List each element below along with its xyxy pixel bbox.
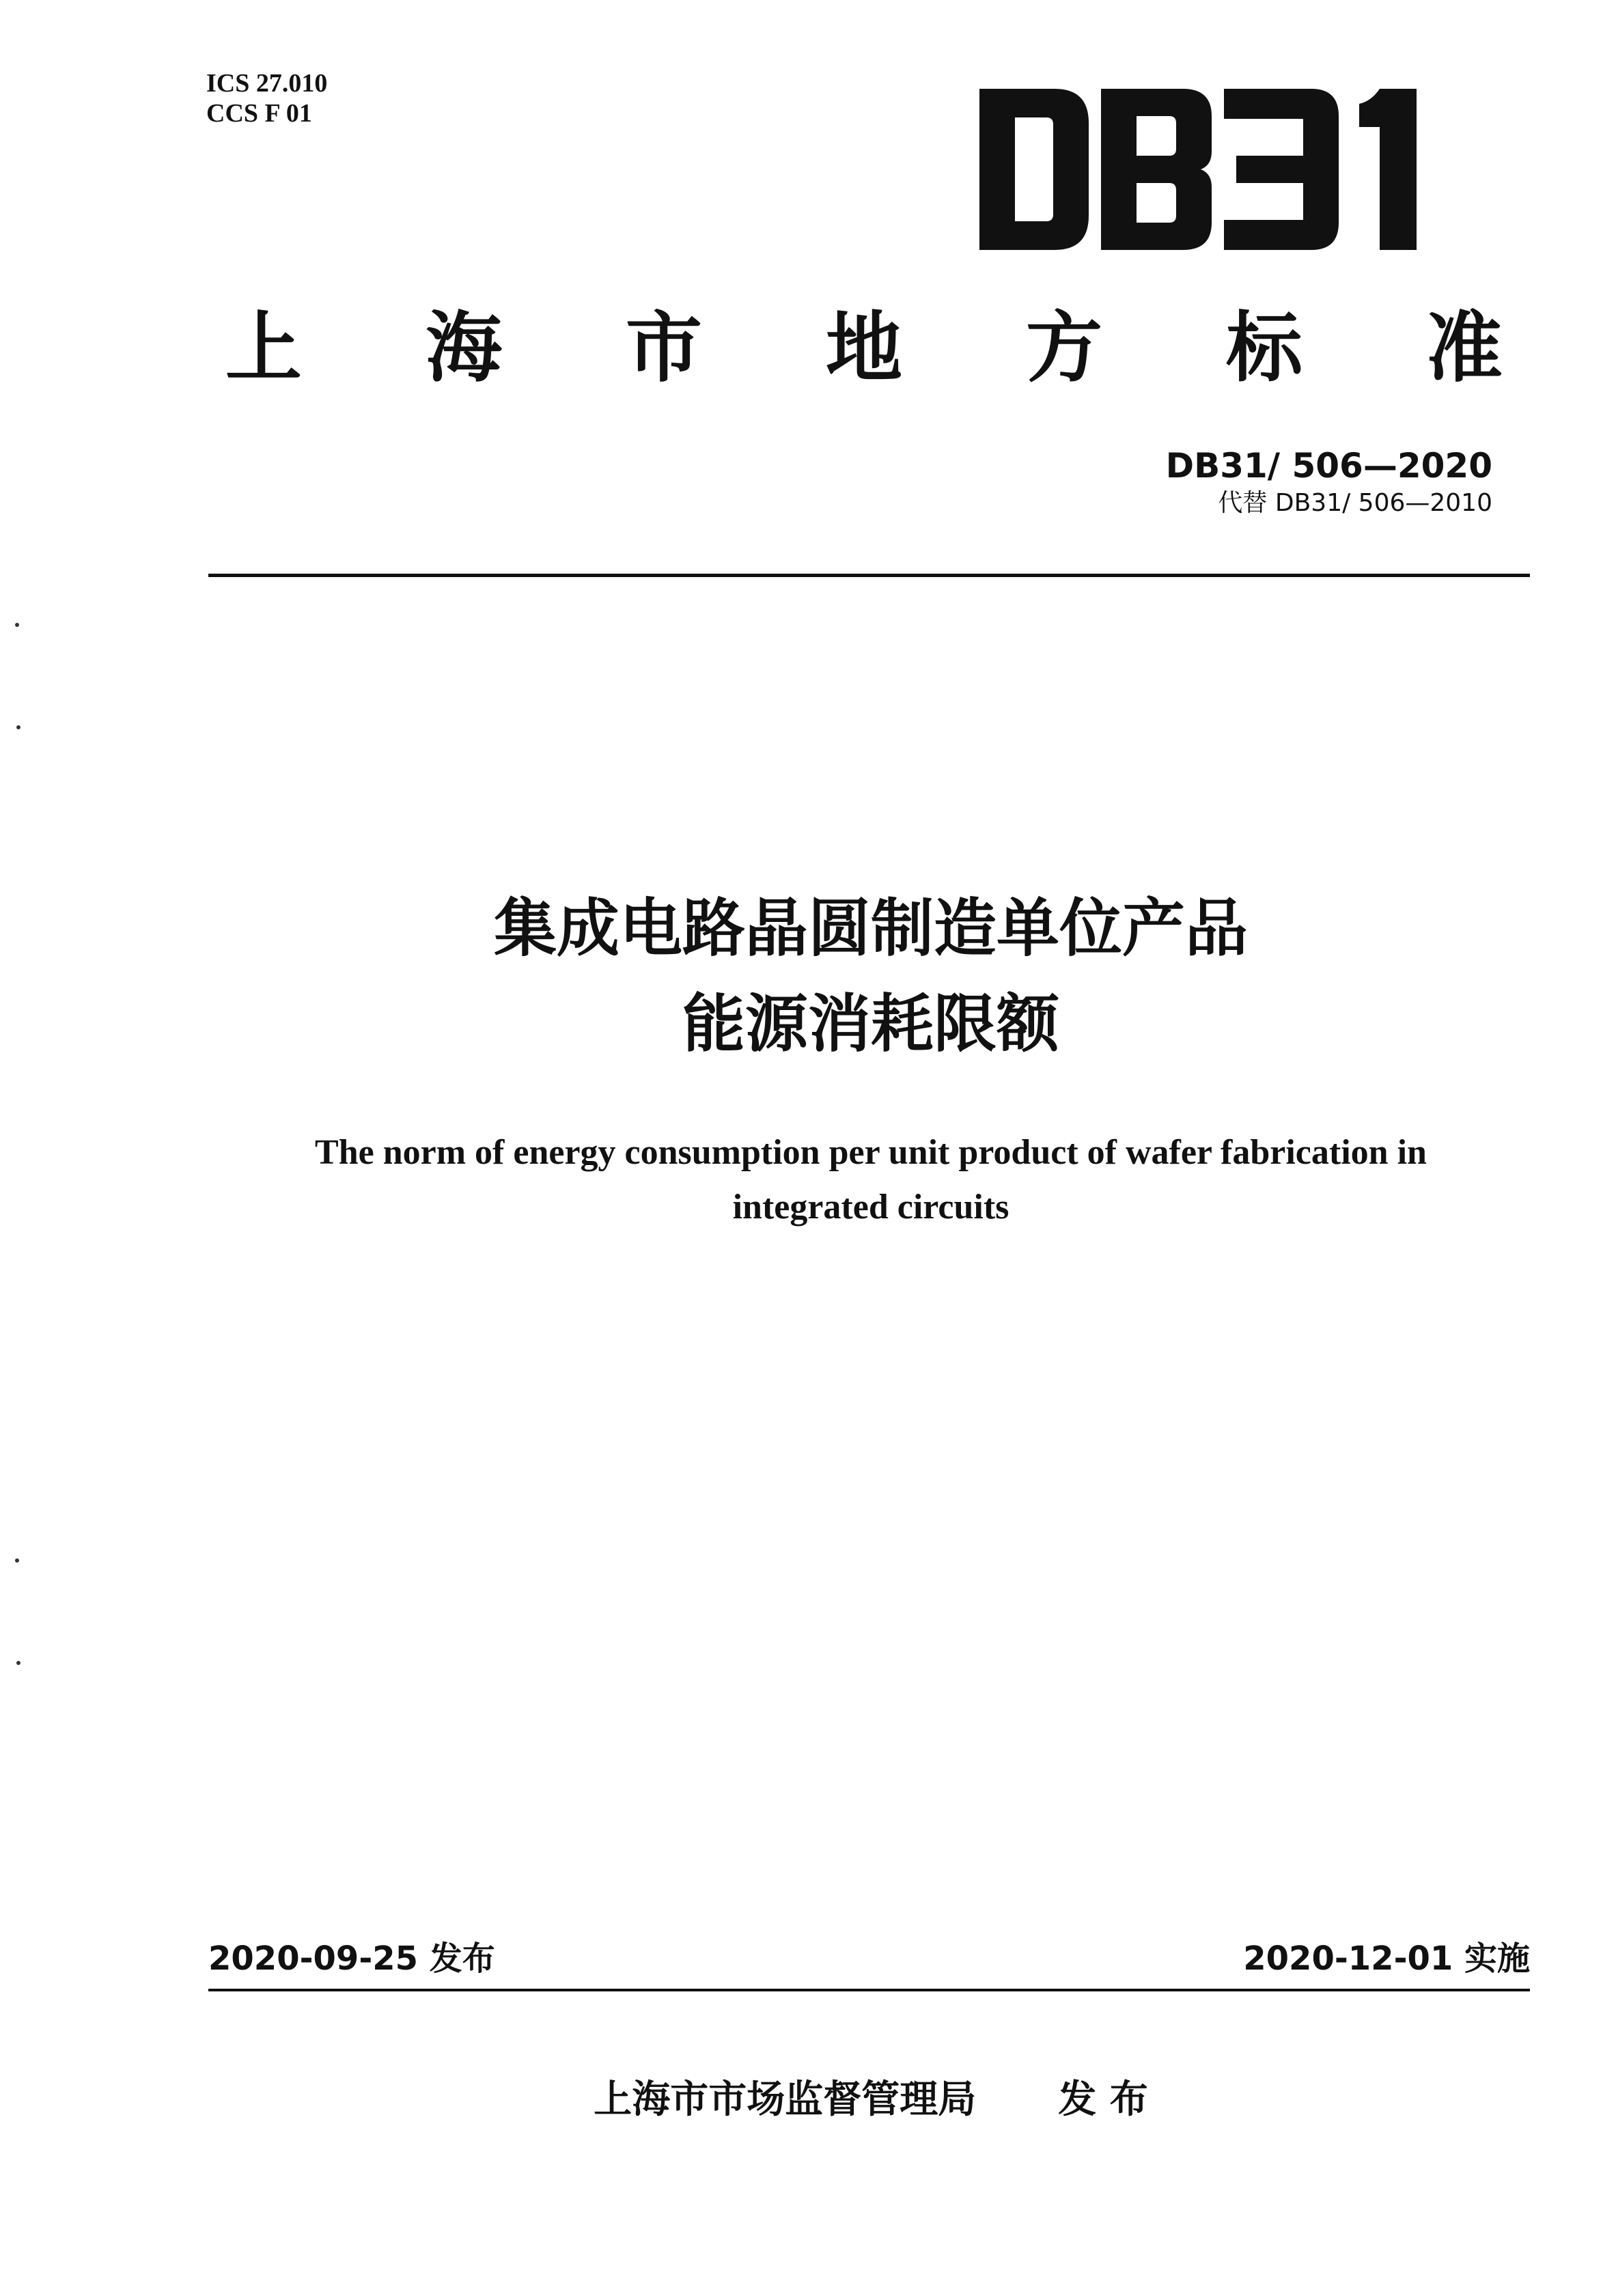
title-en-line1: The norm of energy consumption per unit product of wafer fabrication in — [315, 1133, 1427, 1172]
classification-codes — [206, 68, 327, 128]
standard-type-title — [225, 300, 1503, 396]
standard-type-char: 标 — [1226, 304, 1302, 393]
top-divider — [208, 574, 1530, 577]
logo-letter-b — [1101, 89, 1212, 250]
bottom-divider — [208, 1989, 1530, 1991]
logo-letter-d — [979, 89, 1089, 250]
title-en-line2: integrated circuits — [732, 1188, 1009, 1227]
issue-date: 2020-09-25 发布 — [208, 1940, 495, 1978]
scan-speck — [16, 1661, 20, 1665]
document-title-en — [205, 1125, 1537, 1235]
publisher-line — [205, 2076, 1537, 2124]
scan-speck — [16, 725, 20, 729]
implementation-date: 2020-12-01 实施 — [1243, 1940, 1530, 1978]
scan-speck — [15, 1558, 19, 1563]
scan-speck — [15, 623, 19, 627]
standard-type-char: 准 — [1426, 304, 1503, 393]
logo-digit-1 — [1359, 89, 1417, 250]
standard-type-char: 方 — [1026, 304, 1102, 393]
standard-number: DB31/ 506—2020 — [1165, 446, 1492, 486]
standard-type-char: 市 — [626, 304, 702, 393]
db31-logo — [979, 89, 1434, 250]
standard-type-char: 地 — [826, 304, 902, 393]
standard-type-char: 上 — [225, 304, 302, 393]
ccs-code: CCS F 01 — [206, 99, 312, 128]
ics-code: ICS 27.010 — [206, 69, 328, 98]
publish-action: 发 布 — [1058, 2077, 1148, 2122]
logo-digit-3 — [1224, 89, 1339, 250]
publisher-name: 上海市市场监督管理局 — [594, 2077, 977, 2122]
replaces-standard: 代替 DB31/ 506—2010 — [1218, 489, 1492, 517]
document-title-cn — [205, 881, 1537, 1072]
title-cn-line2: 能源消耗限额 — [682, 988, 1059, 1061]
title-cn-line1: 集成电路晶圆制造单位产品 — [493, 892, 1248, 965]
standard-type-char: 海 — [426, 304, 502, 393]
standard-number-block — [1166, 445, 1492, 519]
